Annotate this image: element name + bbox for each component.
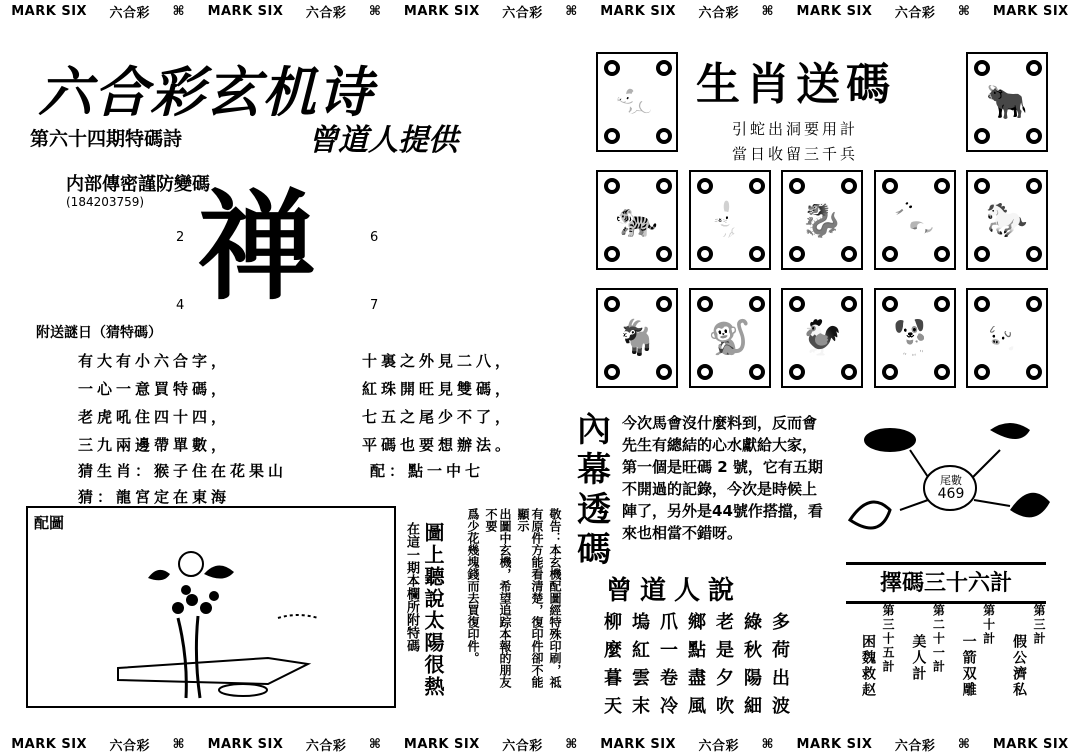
tile-dot (974, 128, 990, 144)
band-item: 六合彩 (305, 5, 347, 21)
tile-dot (882, 296, 898, 312)
tile-dot (1026, 246, 1042, 262)
zodiac-tile (596, 288, 678, 388)
band-item: 六合彩 (698, 5, 740, 21)
band-item: ⌘ (565, 736, 578, 752)
poem-line: 三九兩邊帶單數， (78, 436, 231, 454)
tile-dot (604, 60, 620, 76)
notice-column: 有原件方能看清楚，復印件卻不能顯示 (516, 508, 544, 688)
issue-label: 第六十四期特碼詩 (30, 128, 183, 150)
tile-dot (934, 178, 950, 194)
tile-dot (1026, 364, 1042, 380)
tile-dot (749, 296, 765, 312)
phone-number: (184203759) (66, 195, 145, 209)
says-poem (604, 608, 800, 720)
band-item: ⌘ (761, 3, 775, 19)
plan-head: 第二十一計 (931, 604, 946, 674)
tile-dot (656, 128, 672, 144)
tile-dot (1026, 128, 1042, 144)
corner-number-bottom-right: 7 (370, 298, 379, 313)
tile-dot (1026, 296, 1042, 312)
tile-dot (749, 178, 765, 194)
zodiac-animal-icon: 🐀 (615, 82, 659, 122)
says-line: 天末冷風吹細波 (604, 696, 800, 717)
poem-line: 紅珠開旺見雙碼， (362, 380, 515, 398)
says-line: 暮雲卷盡夕陽出 (604, 668, 800, 689)
plan-columns (858, 604, 1048, 714)
plan-item (858, 604, 897, 714)
zodiac-animal-icon: 🐖 (985, 318, 1029, 358)
poem-line: 十裏之外見二八， (362, 352, 515, 370)
tile-dot (697, 246, 713, 262)
zodiac-tile (689, 170, 771, 270)
band-item: MARK SIX (600, 3, 677, 19)
tile-dot (749, 246, 765, 262)
band-item: 六合彩 (109, 5, 151, 21)
band-item: 六合彩 (502, 738, 543, 754)
band-item: MARK SIX (207, 736, 284, 752)
zodiac-tile (874, 170, 956, 270)
tile-dot (604, 128, 620, 144)
plan-item (1009, 604, 1048, 714)
top-brand-band (0, 0, 1080, 22)
provider-label: 曾道人提供 (308, 123, 458, 158)
tile-dot (974, 296, 990, 312)
band-item: MARK SIX (796, 3, 873, 19)
zodiac-tile (689, 288, 771, 388)
tile-dot (1026, 60, 1042, 76)
plan-item (959, 604, 998, 714)
tail-value: 469 (937, 486, 965, 502)
corner-number-top-left: 2 (176, 230, 185, 245)
tile-dot (697, 364, 713, 380)
says-line: 柳塢爪鄉老綠多 (604, 612, 800, 633)
plan-title: 擇碼三十六計 (846, 562, 1046, 604)
zodiac-animal-icon: 🐓 (800, 318, 844, 358)
tile-dot (1026, 178, 1042, 194)
corner-number-top-right: 6 (370, 230, 379, 245)
zodiac-animal-icon: 🐉 (800, 200, 844, 240)
sun-tree-birds-illustration (28, 508, 394, 706)
tile-dot (934, 246, 950, 262)
band-item: ⌘ (368, 736, 382, 752)
band-item: MARK SIX (11, 736, 88, 752)
plan-body: 假公濟私 (1010, 634, 1027, 698)
poem-right-column (362, 350, 514, 462)
zodiac-animal-icon: 🐒 (708, 318, 751, 358)
tile-dot (841, 178, 857, 194)
plan-item (908, 604, 947, 714)
band-item: MARK SIX (403, 736, 480, 752)
band-item: ⌘ (172, 3, 186, 19)
picture-title: 配圖 (34, 514, 65, 532)
tile-dot (656, 178, 672, 194)
zodiac-tile (966, 288, 1048, 388)
tile-dot (974, 178, 990, 194)
plan-head: 第三計 (1031, 604, 1046, 646)
guess-zodiac: 猜生肖：猴子住在花果山 (78, 462, 288, 480)
tile-dot (604, 178, 620, 194)
tile-dot (974, 364, 990, 380)
tile-dot (882, 364, 898, 380)
zodiac-title: 生肖送碼 (696, 59, 896, 110)
hint-picture-box (26, 506, 396, 708)
tile-dot (974, 60, 990, 76)
band-item: 六合彩 (109, 738, 151, 754)
band-item: ⌘ (761, 736, 775, 752)
poem-line: 老虎吼住四十四， (78, 408, 231, 426)
poem-line: 有大有小六合字， (78, 352, 231, 370)
tile-dot (789, 178, 805, 194)
tile-dot (841, 364, 857, 380)
tile-dot (841, 246, 857, 262)
poem-line: 一心一意買特碼， (78, 380, 231, 398)
zodiac-tile (781, 170, 863, 270)
band-item: MARK SIX (992, 3, 1069, 19)
tile-dot (841, 296, 857, 312)
zodiac-animal-icon: 🐍 (893, 200, 936, 240)
zodiac-tile (966, 170, 1048, 270)
zodiac-animal-icon: 🐇 (708, 200, 751, 240)
poem-line: 七五之尾少不了， (362, 408, 515, 426)
notice-column: 出圖中玄機，希望追踪本報的朋友不要 (484, 508, 512, 688)
band-item: ⌘ (565, 3, 578, 19)
tile-dot (604, 364, 620, 380)
zodiac-tile (596, 52, 678, 152)
tile-dot (789, 364, 805, 380)
zodiac-animal-icon: 🐅 (615, 200, 659, 240)
picture-caption-small: 在這一期本欄所附特碼 (404, 522, 419, 652)
guess-dragon: 猜：龍宮定在東海 (78, 488, 231, 506)
tile-dot (656, 60, 672, 76)
band-item: MARK SIX (796, 736, 873, 752)
band-item: MARK SIX (11, 3, 88, 19)
tile-dot (604, 246, 620, 262)
band-item: ⌘ (957, 3, 971, 19)
tile-dot (604, 296, 620, 312)
zodiac-tile (596, 170, 678, 270)
zodiac-animal-icon: 🐕 (893, 318, 936, 358)
plan-head: 第三十五計 (881, 604, 895, 674)
band-item: ⌘ (957, 736, 971, 752)
tail-label: 尾數 (940, 474, 962, 487)
zodiac-tile (874, 288, 956, 388)
band-item: MARK SIX (403, 3, 480, 19)
zodiac-tile (966, 52, 1048, 152)
tile-dot (882, 246, 898, 262)
tile-dot (934, 296, 950, 312)
tile-dot (882, 178, 898, 194)
corner-number-bottom-left: 4 (176, 298, 185, 313)
tile-dot (656, 364, 672, 380)
zodiac-tile (781, 288, 863, 388)
bottom-brand-band (0, 733, 1080, 755)
tile-dot (697, 178, 713, 194)
band-item: 六合彩 (894, 738, 936, 754)
tile-dot (749, 364, 765, 380)
poem-left-column (78, 350, 230, 462)
tile-dot (974, 246, 990, 262)
inside-text: 今次馬會沒什麼料到，反而會先生有總結的心水獻給大家，第一個是旺碼 2 號，它有五期不開過的記錄，今次是時候上陣了，另外是44號作搭擋，看來也相當不錯呀。 (622, 414, 823, 542)
notice-columns (466, 508, 562, 688)
zodiac-verse-line: 當日收留三千兵 (732, 145, 859, 163)
inside-title: 內幕透碼 (577, 410, 611, 570)
notice-column: 敬告：本玄機配圖經特殊印刷，祗 (548, 508, 562, 688)
zodiac-animal-icon: 🐎 (985, 200, 1029, 240)
tile-dot (656, 296, 672, 312)
zodiac-animal-icon: 🐂 (985, 82, 1029, 122)
big-character: 禅 (198, 177, 317, 316)
band-item: MARK SIX (992, 736, 1069, 752)
band-item: MARK SIX (600, 736, 677, 752)
plan-body: 一箭双雕 (960, 634, 977, 698)
band-item: ⌘ (172, 736, 186, 752)
riddle-title: 附送謎日（猜特碼） (36, 325, 162, 341)
band-item: 六合彩 (698, 738, 740, 754)
secret-label: 内部傳密謹防變碼 (66, 174, 210, 195)
says-title: 曾道人說 (606, 576, 743, 606)
band-item: ⌘ (368, 3, 382, 19)
band-item: 六合彩 (502, 5, 543, 21)
plan-head: 第十計 (981, 604, 996, 646)
main-title: 六合彩玄机诗 (38, 60, 374, 124)
tile-dot (697, 296, 713, 312)
poem-line: 平碼也要想辦法。 (362, 436, 515, 454)
plan-body: 困魏救赵 (860, 634, 876, 698)
zodiac-animal-icon: 🐐 (615, 318, 659, 358)
band-item: 六合彩 (894, 5, 936, 21)
tile-dot (656, 246, 672, 262)
band-item: MARK SIX (207, 3, 284, 19)
zodiac-verse-line: 引蛇出洞要用計 (732, 120, 859, 138)
tile-dot (789, 246, 805, 262)
picture-caption-big: 圖上聽說太陽很熱 (421, 522, 445, 698)
tile-dot (934, 364, 950, 380)
guess-pair: 配：點一中七 (370, 462, 485, 480)
notice-column: 爲少花幾塊錢而去買復印件。 (466, 508, 480, 664)
tile-dot (789, 296, 805, 312)
band-item: 六合彩 (305, 738, 347, 754)
plan-body: 美人計 (910, 634, 927, 682)
says-line: 麼紅一點是秋荷 (604, 640, 800, 661)
